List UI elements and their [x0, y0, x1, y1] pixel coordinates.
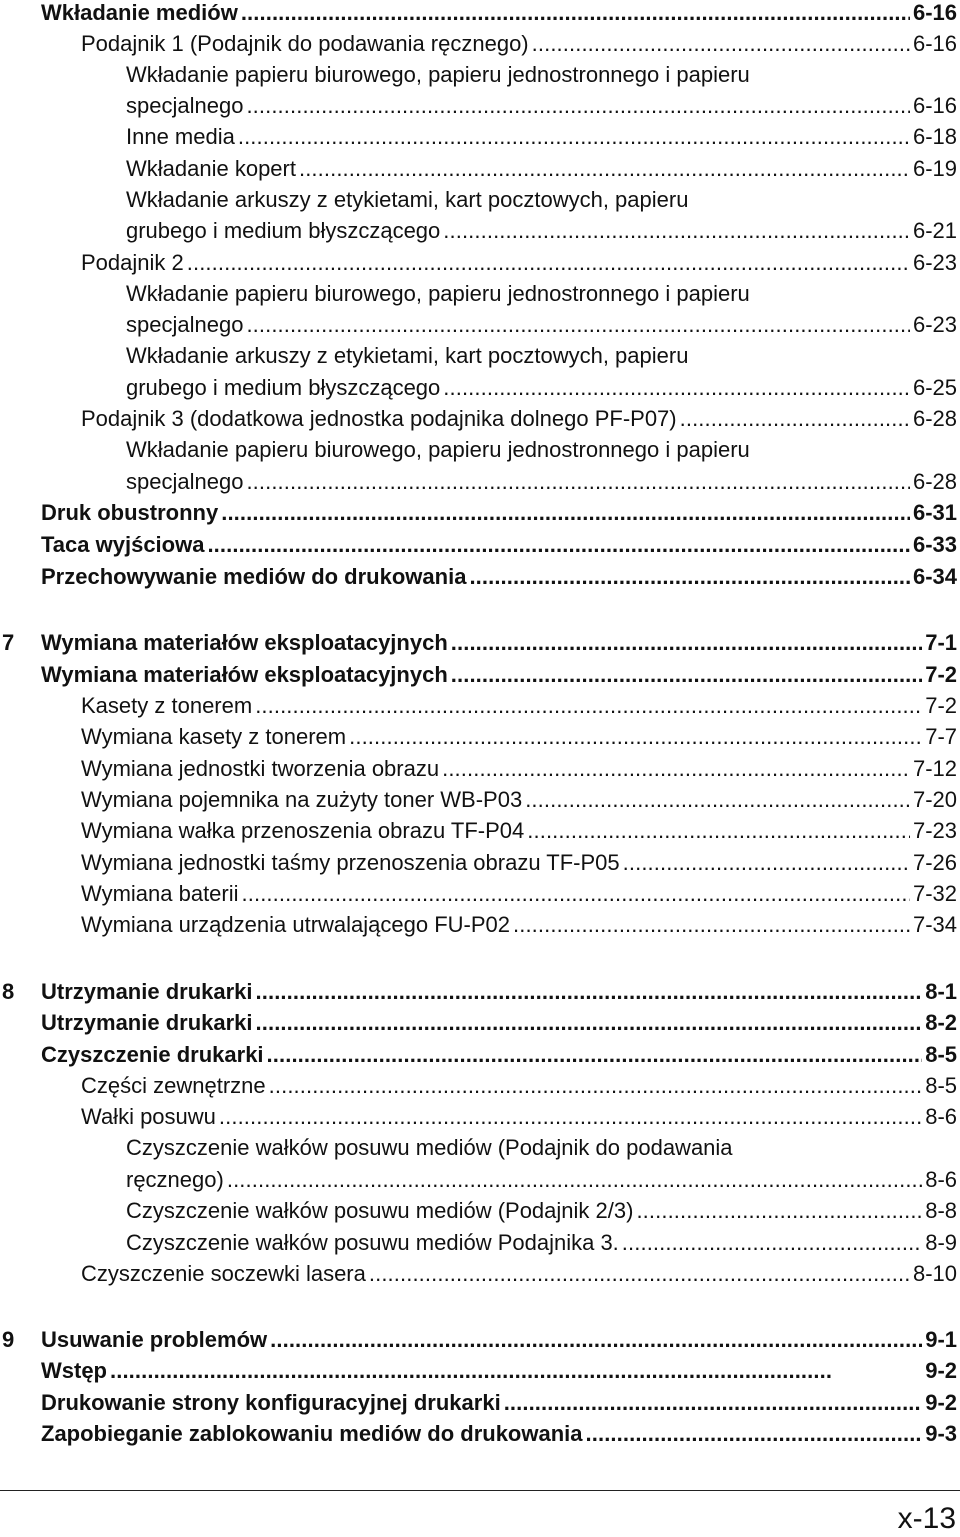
dot-leader	[246, 309, 910, 340]
toc-entry-page: 7-34	[912, 912, 957, 937]
dot-leader	[219, 1101, 922, 1132]
toc-entry-title: Wymiana baterii	[81, 881, 239, 906]
toc-entry-page: 7-23	[912, 818, 957, 843]
dot-leader	[622, 1227, 922, 1258]
dot-leader	[443, 215, 910, 246]
toc-entry-page: 6-28	[912, 469, 957, 494]
toc-entry[interactable]	[0, 153, 960, 184]
toc-entry-title: Wkładanie arkuszy z etykietami, kart pocztowych, papieru	[126, 343, 689, 368]
toc-entry[interactable]	[0, 1101, 960, 1132]
toc-entry[interactable]	[0, 690, 960, 721]
toc-entry[interactable]	[0, 90, 960, 121]
dot-leader	[246, 466, 910, 497]
toc-entry-title: Wymiana urządzenia utrwalającego FU-P02	[81, 912, 510, 937]
dot-leader	[451, 659, 922, 690]
toc-entry-page: 6-25	[912, 375, 957, 400]
toc-entry-page: 6-23	[912, 250, 957, 275]
toc-entry[interactable]	[0, 753, 960, 784]
toc-entry-title: Wymiana pojemnika na zużyty toner WB-P03	[81, 787, 523, 812]
toc-entry[interactable]	[0, 878, 960, 909]
toc-entry[interactable]	[0, 659, 960, 690]
dot-leader	[269, 1070, 923, 1101]
dot-leader	[110, 1355, 922, 1386]
toc-entry-title: Utrzymanie drukarki	[41, 1010, 253, 1035]
toc-entry-page: 6-34	[912, 564, 957, 589]
dot-leader	[255, 690, 922, 721]
toc-entry[interactable]	[0, 434, 960, 465]
toc-entry[interactable]	[0, 247, 960, 278]
toc-entry[interactable]	[0, 1258, 960, 1289]
toc-entry-title: Wałki posuwu	[81, 1104, 216, 1129]
dot-leader	[187, 247, 910, 278]
dot-leader	[623, 847, 910, 878]
toc-entry-title: Wkładanie kopert	[126, 156, 296, 181]
toc-entry-title: Wkładanie papieru biurowego, papieru jednostronnego i papieru	[126, 62, 750, 87]
toc-entry-page: 8-6	[925, 1104, 957, 1129]
toc-entry[interactable]	[0, 403, 960, 434]
dot-leader	[241, 0, 910, 28]
toc-entry-page: 6-18	[912, 124, 957, 149]
toc-entry[interactable]	[0, 627, 960, 658]
toc-entry[interactable]	[0, 1387, 960, 1418]
toc-entry-title: Kasety z tonerem	[81, 693, 253, 718]
toc-entry[interactable]	[0, 529, 960, 560]
toc-entry[interactable]	[0, 1324, 960, 1355]
toc-entry[interactable]	[0, 1418, 960, 1449]
toc-entry[interactable]	[0, 466, 960, 497]
toc-entry-title: Wymiana kasety z tonerem	[81, 724, 347, 749]
dot-leader	[504, 1387, 923, 1418]
toc-entry[interactable]	[0, 121, 960, 152]
toc-entry-title: Utrzymanie drukarki	[41, 979, 253, 1004]
toc-entry[interactable]	[0, 340, 960, 371]
toc-entry-title: Części zewnętrzne	[81, 1073, 266, 1098]
toc-entry-page: 7-26	[912, 850, 957, 875]
dot-leader	[227, 1164, 922, 1195]
toc-entry-page: 6-16	[912, 0, 957, 25]
toc-entry-title: Wkładanie papieru biurowego, papieru jednostronnego i papieru	[126, 281, 750, 306]
dot-leader	[469, 561, 910, 592]
toc-entry[interactable]	[0, 1007, 960, 1038]
toc-entry-title: Przechowywanie mediów do drukowania	[41, 564, 467, 589]
dot-leader	[636, 1195, 922, 1226]
page-number: x-13	[897, 1502, 956, 1535]
dot-leader	[270, 1324, 922, 1355]
toc-entry-page: 7-7	[925, 724, 957, 749]
toc-entry-page: 7-2	[925, 662, 957, 687]
toc-entry-page: 8-2	[925, 1010, 957, 1035]
toc-entry[interactable]	[0, 784, 960, 815]
toc-entry[interactable]	[0, 721, 960, 752]
chapter-number: 8	[2, 979, 15, 1004]
dot-leader	[256, 976, 923, 1007]
toc-entry-page: 8-1	[925, 979, 957, 1004]
toc-entry[interactable]	[0, 28, 960, 59]
toc-entry[interactable]	[0, 1132, 960, 1163]
toc-entry-page: 9-3	[925, 1421, 957, 1446]
dot-leader	[369, 1258, 910, 1289]
footer-rule	[0, 1490, 960, 1491]
toc-entry-title: Wkładanie papieru biurowego, papieru jednostronnego i papieru	[126, 437, 750, 462]
dot-leader	[221, 497, 910, 528]
chapter-number: 7	[2, 630, 15, 655]
toc-entry-title: Wymiana materiałów eksploatacyjnych	[41, 630, 448, 655]
dot-leader	[207, 529, 910, 560]
toc-entry-title: specjalnego	[126, 312, 244, 337]
dot-leader	[586, 1418, 923, 1449]
toc-entry-page: 6-16	[912, 93, 957, 118]
toc-entry-page: 7-1	[925, 630, 957, 655]
toc-entry-title: Usuwanie problemów	[41, 1327, 268, 1352]
toc-entry-title: Czyszczenie wałków posuwu mediów Podajnika 3.	[126, 1230, 619, 1255]
toc-entry[interactable]	[0, 497, 960, 528]
toc-entry-page: 7-32	[912, 881, 957, 906]
dot-leader	[451, 627, 922, 658]
dot-leader	[532, 28, 910, 59]
toc-entry-title: ręcznego)	[126, 1167, 224, 1192]
toc-entry-page: 6-28	[912, 406, 957, 431]
toc-entry[interactable]	[0, 1227, 960, 1258]
toc-entry-title: Podajnik 1 (Podajnik do podawania ręcznego)	[81, 31, 529, 56]
toc-entry[interactable]	[0, 184, 960, 215]
toc-entry-page: 8-8	[925, 1198, 957, 1223]
toc-entry-title: grubego i medium błyszczącego	[126, 218, 441, 243]
toc-entry-page: 7-12	[912, 756, 957, 781]
toc-entry-title: Druk obustronny	[41, 500, 219, 525]
toc-entry[interactable]	[0, 278, 960, 309]
dot-leader	[299, 153, 910, 184]
toc-entry[interactable]	[0, 0, 960, 28]
dot-leader	[443, 372, 910, 403]
dot-leader	[238, 121, 910, 152]
dot-leader	[527, 815, 910, 846]
toc-entry-page: 9-2	[925, 1390, 957, 1415]
dot-leader	[680, 403, 910, 434]
toc-entry-page: 6-33	[912, 532, 957, 557]
toc-entry-title: Czyszczenie wałków posuwu mediów (Podajnik do podawania	[126, 1135, 733, 1160]
toc-entry-title: Wymiana materiałów eksploatacyjnych	[41, 662, 448, 687]
toc-entry-page: 8-5	[925, 1042, 957, 1067]
toc-entry-page: 6-23	[912, 312, 957, 337]
toc-entry[interactable]	[0, 1070, 960, 1101]
toc-entry[interactable]	[0, 1195, 960, 1226]
toc-entry-page: 6-19	[912, 156, 957, 181]
toc-entry[interactable]	[0, 847, 960, 878]
toc-entry-page: 7-2	[925, 693, 957, 718]
toc-entry[interactable]	[0, 1355, 960, 1386]
toc-entry-page: 6-16	[912, 31, 957, 56]
toc-entry-title: Podajnik 2	[81, 250, 184, 275]
toc-entry-title: specjalnego	[126, 469, 244, 494]
toc-entry-title: Wkładanie arkuszy z etykietami, kart pocztowych, papieru	[126, 187, 689, 212]
dot-leader	[246, 90, 910, 121]
toc-entry[interactable]	[0, 1039, 960, 1070]
toc-entry[interactable]	[0, 815, 960, 846]
toc-entry[interactable]	[0, 909, 960, 940]
toc-entry-title: Wymiana jednostki tworzenia obrazu	[81, 756, 440, 781]
toc-entry-title: Czyszczenie soczewki lasera	[81, 1261, 366, 1286]
dot-leader	[513, 909, 910, 940]
toc-entry[interactable]	[0, 1164, 960, 1195]
dot-leader	[442, 753, 910, 784]
toc-entry-title: Taca wyjściowa	[41, 532, 205, 557]
toc-entry[interactable]	[0, 309, 960, 340]
toc-entry-title: Drukowanie strony konfiguracyjnej drukarki	[41, 1390, 501, 1415]
toc-entry-page: 6-21	[912, 218, 957, 243]
toc-entry-title: specjalnego	[126, 93, 244, 118]
toc-entry-page: 9-2	[925, 1358, 957, 1383]
toc-entry-title: Wymiana wałka przenoszenia obrazu TF-P04	[81, 818, 525, 843]
toc-entry-page: 8-9	[925, 1230, 957, 1255]
toc-entry-title: Inne media	[126, 124, 235, 149]
toc-entry[interactable]	[0, 215, 960, 246]
toc-entry[interactable]	[0, 59, 960, 90]
toc-entry[interactable]	[0, 976, 960, 1007]
toc-entry[interactable]	[0, 561, 960, 592]
toc-entry-title: Czyszczenie wałków posuwu mediów (Podajnik 2/3)	[126, 1198, 634, 1223]
toc-entry-title: Podajnik 3 (dodatkowa jednostka podajnika dolnego PF-P07)	[81, 406, 677, 431]
dot-leader	[256, 1007, 923, 1038]
dot-leader	[525, 784, 910, 815]
toc-entry-page: 8-6	[925, 1167, 957, 1192]
dot-leader	[267, 1039, 923, 1070]
toc-entry-title: Wstęp	[41, 1358, 107, 1383]
toc-entry[interactable]	[0, 372, 960, 403]
toc-entry-page: 8-10	[912, 1261, 957, 1286]
toc-entry-title: Wkładanie mediów	[41, 0, 238, 25]
chapter-number: 9	[2, 1327, 15, 1352]
toc-entry-page: 6-31	[912, 500, 957, 525]
toc-entry-title: Wymiana jednostki taśmy przenoszenia obrazu TF-P05	[81, 850, 620, 875]
toc-entry-page: 8-5	[925, 1073, 957, 1098]
toc-entry-title: Zapobieganie zablokowaniu mediów do drukowania	[41, 1421, 583, 1446]
dot-leader	[242, 878, 910, 909]
dot-leader	[349, 721, 922, 752]
toc-entry-title: grubego i medium błyszczącego	[126, 375, 441, 400]
toc-entry-title: Czyszczenie drukarki	[41, 1042, 264, 1067]
toc-entry-page: 9-1	[925, 1327, 957, 1352]
toc-entry-page: 7-20	[912, 787, 957, 812]
